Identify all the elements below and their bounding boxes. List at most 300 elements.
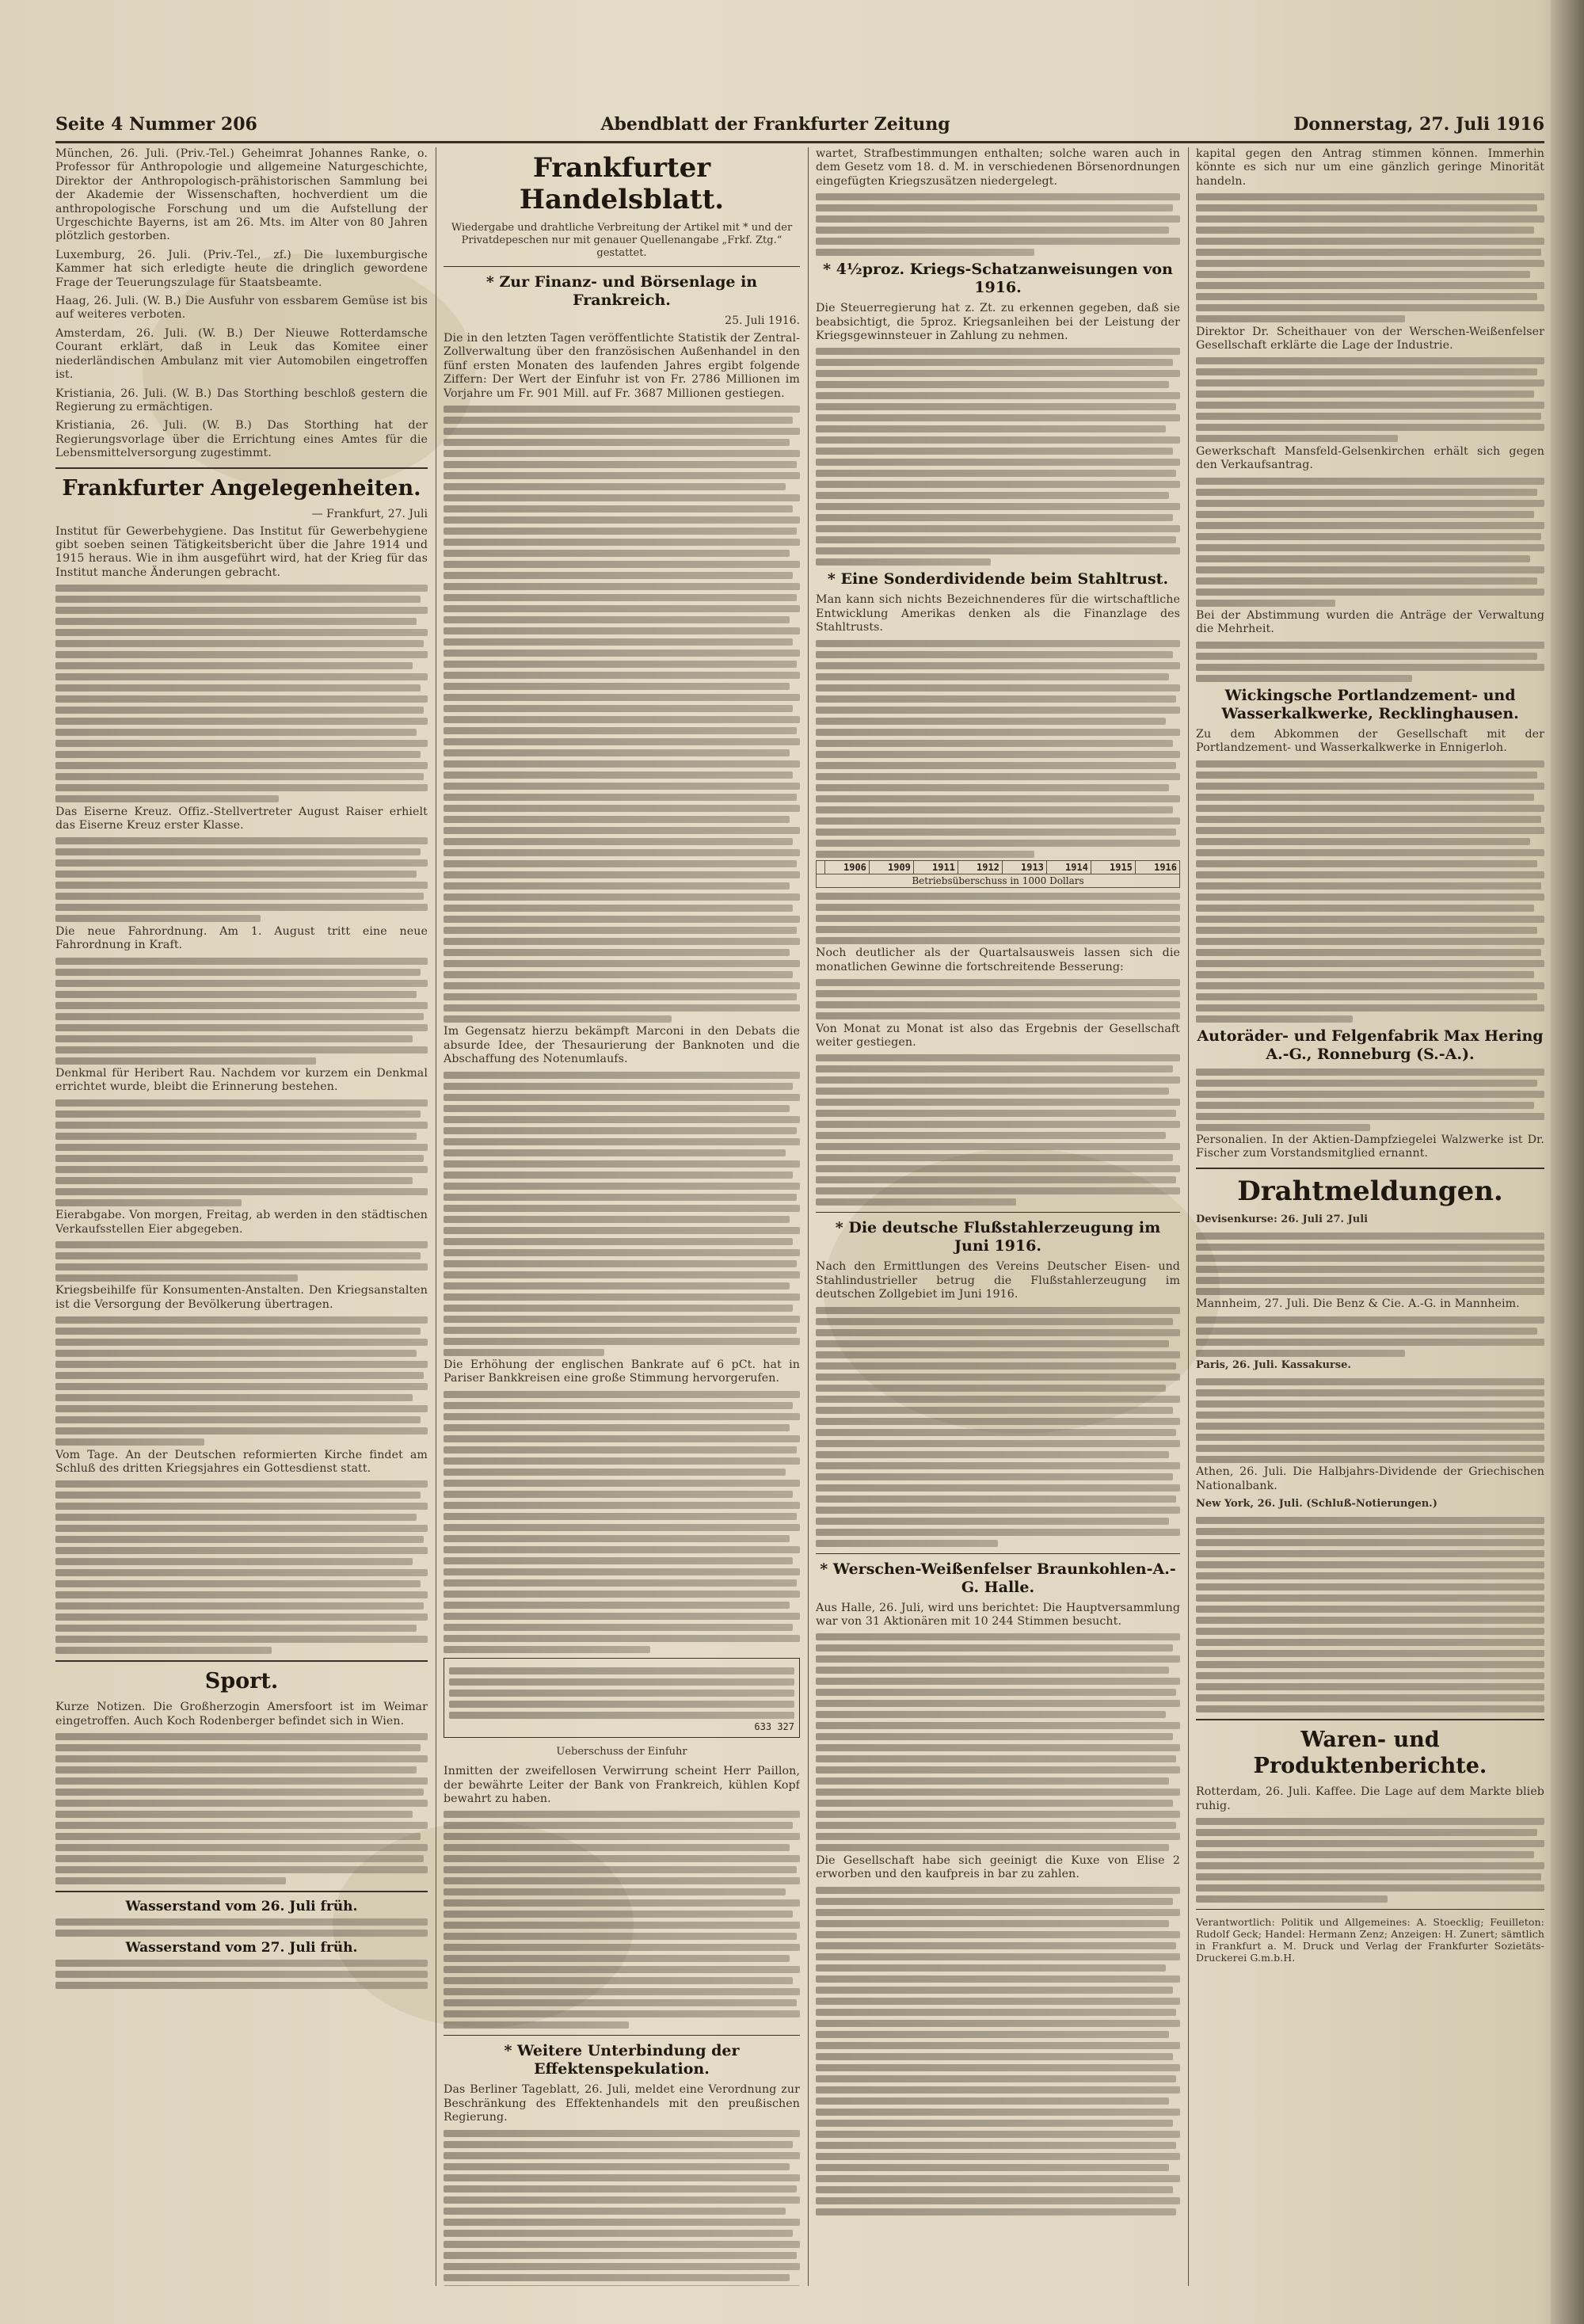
text-line [816, 1318, 1173, 1325]
text-line [1196, 1606, 1544, 1613]
text-line [444, 760, 800, 768]
column-divider [808, 147, 809, 2286]
text-line [1196, 816, 1541, 823]
text-line [1196, 938, 1544, 945]
text-line [55, 673, 428, 680]
text-line [1196, 1884, 1544, 1892]
text-line [816, 1898, 1173, 1905]
text-line [55, 1613, 428, 1621]
text-line [444, 1602, 790, 1609]
text-line [444, 472, 800, 479]
text-line [816, 1198, 1016, 1206]
text-line [444, 1305, 793, 1312]
text-line [816, 1484, 1180, 1492]
section-rule [1196, 1719, 1544, 1720]
text-line [816, 2175, 1180, 2182]
text-line [816, 1373, 1180, 1381]
text-line [816, 2186, 1173, 2193]
text-line [444, 2163, 790, 2170]
text-line [1196, 653, 1537, 660]
text-line [444, 1977, 793, 1984]
text-line [1196, 413, 1541, 420]
text-line [444, 816, 790, 823]
text-line [444, 1855, 800, 1862]
text-line [1196, 315, 1405, 322]
text-line [444, 1402, 793, 1409]
text-line [816, 806, 1173, 813]
text-line [444, 627, 800, 634]
text-line [55, 651, 428, 658]
text-line [55, 837, 428, 844]
text-line [55, 751, 421, 758]
text-line [816, 215, 1180, 223]
article-text: Mannheim, 27. Juli. Die Benz & Cie. A.-G. in Mannheim. [1196, 1297, 1520, 1311]
text-line [55, 1274, 298, 1282]
text-line [55, 1755, 428, 1762]
text-line [444, 705, 793, 712]
text-line [1196, 555, 1530, 562]
article-text: Bei der Abstimmung wurden die Anträge der Verwaltung die Mehrheit. [1196, 609, 1544, 636]
text-line [444, 1988, 800, 1995]
text-line [55, 629, 428, 636]
article-text: Zu dem Abkommen der Gesellschaft mit der Portlandzement- und Wasserkalkwerke in Ennigerloh. [1196, 727, 1544, 755]
text-line [444, 650, 800, 657]
text-line [1196, 1694, 1544, 1701]
text-line [1196, 1617, 1544, 1624]
article-text: Haag, 26. Juli. (W. B.) Die Ausfuhr von essbarem Gemüse ist bis auf weiteres verboten. [55, 295, 428, 322]
text-line [444, 1094, 800, 1101]
text-line [816, 2097, 1169, 2105]
text-line [1196, 1389, 1544, 1396]
text-line [816, 1076, 1180, 1084]
text-line [444, 1435, 800, 1442]
page-binding-edge [1551, 0, 1584, 2324]
article-text: Man kann sich nichts Bezeichnenderes für die wirtschaftliche Entwicklung Amerikas denken als die Finanzlage des Stahltrusts. [816, 593, 1180, 634]
text-line [444, 683, 790, 690]
text-line [816, 1418, 1180, 1425]
text-line [816, 684, 1180, 691]
text-line [1196, 271, 1530, 278]
text-line [816, 514, 1173, 521]
text-line [1196, 282, 1544, 289]
table-caption: Betriebsüberschuss in 1000 Dollars [817, 874, 1180, 888]
text-line [816, 1143, 1180, 1150]
section-title-drahtmeldungen: Drahtmeldungen. [1237, 1175, 1503, 1207]
text-line [444, 1238, 793, 1245]
text-line [816, 1678, 1180, 1685]
text-line [55, 1155, 424, 1162]
article-text: Personalien. In der Aktien-Dampfziegelei Walzwerke ist Dr. Fischer zum Vorstandsmitglied ernannt. [1196, 1133, 1544, 1160]
imprint: Verantwortlich: Politik und Allgemeines: A. Stoecklig; Feuilleton: Rudolf Geck; Handel: Hermann Zenz; Anzeigen: H. Zunert; sämtlich in Frankfurt a. M. Druck und Verlag der Frankfurter Sozietäts-Druckerei G.m.b.H. [1196, 1916, 1544, 1964]
text-line [1196, 771, 1537, 779]
text-line [444, 505, 793, 512]
text-line [816, 1766, 1180, 1773]
text-line [444, 1349, 604, 1356]
text-line [55, 640, 424, 647]
text-line [444, 971, 793, 978]
text-line [444, 1591, 800, 1598]
text-line [816, 1887, 1180, 1894]
text-line [55, 1188, 428, 1195]
article-text: München, 26. Juli. (Priv.-Tel.) Geheimrat Johannes Ranke, o. Professor für Anthropologie und allgemeine Naturgeschichte, Direktor der Anthropologisch-prähistorischen Sammlung bei der Akademie der Wissenschaften, hochverdient um die anthropologische Forschung und um die Aufstellung der Urgeschichte Bayerns, ist am 26. Mts. im Alter von 80 Jahren plötzlich gestorben. [55, 147, 428, 243]
stahltrust-year-table [816, 860, 1180, 888]
text-line [55, 1427, 428, 1434]
text-line [1196, 1572, 1544, 1579]
article-text: wartet, Strafbestimmungen enthalten; solche waren auch in dem Gesetz vom 18. d. M. in verschiedenen Börsenordnungen eingefügten Kriegszusätzen niedergelegt. [816, 147, 1180, 188]
text-line [444, 1822, 793, 1829]
text-line [444, 2174, 800, 2181]
text-line [1196, 533, 1541, 540]
text-line [444, 1424, 790, 1431]
article-headline: * Werschen-Weißenfelser Braunkohlen-A.-G. Halle. [820, 1560, 1176, 1596]
text-line [444, 1579, 797, 1587]
text-line [1196, 589, 1544, 596]
text-line [55, 1177, 413, 1184]
article-text: Kurze Notizen. Die Großherzogin Amersfoort ist im Weimar eingetroffen. Auch Koch Rodenberger befindet sich in Wien. [55, 1701, 428, 1728]
text-line [55, 1416, 421, 1423]
masthead-center: Abendblatt der Frankfurter Zeitung [600, 114, 950, 135]
text-line [444, 1944, 800, 1951]
water-level-heading: Wasserstand vom 27. Juli früh. [125, 1940, 358, 1956]
text-line [816, 1154, 1173, 1161]
text-line [816, 492, 1169, 499]
text-line [444, 1413, 800, 1420]
text-line [444, 1391, 800, 1398]
section-rule [55, 467, 428, 469]
text-line [816, 1385, 1166, 1392]
article-text: Kriegsbeihilfe für Konsumenten-Anstalten. Den Kriegsanstalten ist die Versorgung der Bevölkerung übertragen. [55, 1284, 428, 1311]
text-line [816, 1833, 1180, 1840]
text-line [1196, 960, 1544, 967]
text-line [816, 1065, 1173, 1072]
text-line [1196, 424, 1544, 431]
text-line [816, 448, 1173, 455]
text-line [1196, 893, 1544, 901]
text-line [444, 1513, 797, 1520]
text-line [444, 1015, 672, 1023]
text-line [1196, 760, 1544, 768]
text-line [816, 651, 1173, 658]
text-line [816, 1407, 1173, 1414]
text-line [816, 1507, 1180, 1514]
text-line [1196, 1873, 1541, 1880]
text-line [444, 1624, 793, 1631]
text-line [1196, 949, 1541, 956]
text-line [816, 784, 1169, 791]
text-line [444, 2152, 800, 2159]
text-line [816, 2009, 1176, 2016]
text-line [1196, 1539, 1544, 1546]
text-line [444, 539, 800, 546]
text-line [444, 1271, 800, 1278]
reprint-note: Wiedergabe und drahtliche Verbreitung der Artikel mit * und der Privatdepeschen nur mit genauer Quellenangabe „Frkf. Ztg.“ gestattet. [451, 222, 793, 259]
text-line [444, 1105, 790, 1112]
text-line [55, 1492, 421, 1499]
text-line [1196, 1004, 1544, 1012]
article-text: Direktor Dr. Scheithauer von der Werschen-Weißenfelser Gesellschaft erklärte die Lage der Industrie. [1196, 325, 1544, 352]
text-line [55, 915, 261, 922]
text-line [444, 1293, 800, 1301]
text-line [444, 1546, 800, 1553]
text-line [55, 893, 424, 900]
article-text: Die Gesellschaft habe sich geeinigt die Kuxe von Elise 2 erworben und den kaufpreis in bar zu zahlen. [816, 1853, 1180, 1881]
text-line [55, 795, 279, 802]
text-line [1196, 1244, 1544, 1251]
article-headline: * Die deutsche Flußstahlerzeugung im Juni 1916. [835, 1219, 1161, 1255]
text-line [444, 1877, 800, 1884]
text-line [444, 1127, 797, 1134]
text-line [1196, 971, 1534, 978]
text-line [444, 2219, 800, 2226]
text-line [1196, 391, 1534, 398]
text-line [1196, 435, 1398, 442]
text-line [1196, 577, 1537, 585]
article-text: Luxemburg, 26. Juli. (Priv.-Tel., zf.) Die luxemburgische Kammer hat sich erledigte heute die dringlich gewordene Frage der Teuerungszulage für Staatsbeamte. [55, 248, 428, 289]
text-line [444, 871, 800, 878]
text-line [1196, 1456, 1544, 1463]
text-line [444, 1138, 800, 1145]
section-rule [816, 1212, 1180, 1213]
text-line [444, 1160, 800, 1168]
text-line [1196, 1705, 1544, 1713]
text-line [444, 2230, 793, 2237]
text-line [444, 1457, 800, 1465]
text-line [816, 915, 1180, 922]
article-headline: * Weitere Unterbindung der Effektenspekulation. [504, 2042, 740, 2078]
text-line [1196, 1517, 1544, 1524]
text-line [444, 1502, 800, 1509]
text-line [444, 1469, 786, 1476]
text-line [55, 1046, 428, 1053]
text-line [816, 536, 1176, 543]
text-line [444, 1216, 790, 1223]
text-line [816, 2153, 1180, 2160]
text-line [444, 1833, 800, 1840]
text-line [444, 1999, 797, 2006]
text-line [55, 762, 428, 769]
text-line [55, 1536, 424, 1543]
text-line [55, 1960, 428, 1967]
article-text: Das Berliner Tageblatt, 26. Juli, meldet eine Verordnung zur Beschränkung des Effektenhandels mit den preußischen Regierung. [444, 2083, 800, 2124]
text-line [444, 916, 800, 923]
text-line [1196, 522, 1544, 529]
text-line [444, 439, 790, 446]
text-line [55, 784, 428, 791]
column-2 [444, 147, 800, 2286]
text-line [444, 1922, 800, 1929]
text-line [444, 583, 800, 590]
text-line [444, 2130, 800, 2137]
text-line [1196, 1661, 1544, 1668]
text-line [816, 1351, 1180, 1358]
article-headline: Wickingsche Portlandzement- und Wasserkalkwerke, Recklinghausen. [1221, 686, 1519, 722]
text-line [55, 596, 421, 603]
text-line [444, 417, 793, 424]
article-text: Denkmal für Heribert Rau. Nachdem vor kurzem ein Denkmal errichtet wurde, bleibt die Erinnerung bestehen. [55, 1066, 428, 1094]
text-line [816, 1667, 1169, 1674]
text-line [1196, 1255, 1544, 1262]
text-line [444, 2285, 800, 2286]
text-line [1196, 293, 1537, 300]
article-text: Von Monat zu Monat ist also das Ergebnis der Gesellschaft weiter gestiegen. [816, 1022, 1180, 1050]
text-line [1196, 1550, 1544, 1557]
text-line [1196, 1102, 1534, 1109]
text-line [444, 2241, 800, 2248]
text-line [1196, 1639, 1544, 1646]
text-line [444, 882, 790, 890]
text-line [1196, 1895, 1388, 1903]
text-line [816, 1800, 1173, 1807]
text-line [816, 1340, 1169, 1347]
text-line [1196, 927, 1537, 934]
text-line [444, 1899, 800, 1907]
text-line [55, 1122, 428, 1129]
text-line [55, 1580, 421, 1587]
text-line [55, 1035, 413, 1042]
text-line [444, 771, 793, 779]
text-line [1196, 368, 1537, 375]
text-line [444, 1888, 786, 1895]
text-line [444, 594, 797, 601]
text-line [55, 1099, 428, 1107]
text-line [444, 860, 797, 867]
text-line [1196, 1818, 1544, 1825]
text-line [816, 1844, 1169, 1851]
table-header-cell: 1912 [958, 861, 1002, 874]
text-line [444, 1194, 797, 1201]
text-line [1196, 993, 1537, 1000]
text-line [444, 738, 800, 745]
text-line [816, 381, 1169, 388]
text-line [55, 1263, 428, 1271]
text-line [55, 1133, 417, 1140]
text-line [816, 227, 1169, 234]
text-line [444, 783, 800, 790]
text-line [449, 1690, 794, 1697]
text-line [55, 684, 421, 691]
text-line [1196, 260, 1544, 267]
text-line [444, 1205, 800, 1212]
text-line [55, 1744, 421, 1751]
text-line [55, 1982, 428, 1989]
article-text: Die Erhöhung der englischen Bankrate auf 6 pCt. hat in Pariser Bankkreisen eine große Stimmung hervorgerufen. [444, 1358, 800, 1385]
text-line [444, 661, 797, 668]
text-line [816, 1099, 1180, 1106]
text-line [816, 795, 1180, 802]
section-title-sport: Sport. [204, 1669, 279, 1694]
table-header-cell: 1909 [869, 861, 913, 874]
text-line [1196, 1445, 1544, 1452]
column-1 [55, 147, 428, 2286]
table-header-row [817, 861, 1180, 874]
text-line [444, 1072, 800, 1079]
section-rule [816, 1553, 1180, 1554]
text-line [1196, 675, 1412, 682]
text-line [55, 1503, 428, 1510]
text-line [1196, 1840, 1544, 1847]
table-caption: Ueberschuss der Einfuhr [556, 1746, 687, 1758]
text-line [55, 1733, 428, 1740]
text-line [55, 1877, 286, 1884]
text-line [55, 1002, 428, 1009]
text-line [444, 982, 800, 989]
text-line [1196, 805, 1544, 812]
text-line [1196, 905, 1534, 912]
column-4 [1196, 147, 1544, 2286]
text-line [444, 1844, 790, 1851]
text-line [55, 695, 428, 703]
text-line [55, 585, 428, 592]
text-line [1196, 1113, 1544, 1120]
text-line [444, 550, 790, 557]
article-text: Rotterdam, 26. Juli. Kaffee. Die Lage auf dem Markte blieb ruhig. [1196, 1785, 1544, 1812]
text-line [816, 414, 1180, 421]
text-line [816, 2042, 1180, 2049]
table-caption: Paris, 26. Juli. Kassakurse. [1196, 1359, 1351, 1372]
text-line [816, 1088, 1169, 1095]
text-line [444, 1116, 800, 1123]
text-line [816, 1987, 1173, 1994]
section-rule [444, 2035, 800, 2036]
text-line [55, 1013, 424, 1020]
text-line [55, 969, 421, 976]
text-line [1196, 215, 1544, 223]
text-line [816, 926, 1180, 933]
text-line [444, 638, 793, 646]
text-line [444, 572, 793, 579]
text-line [816, 470, 1176, 477]
text-line [816, 359, 1173, 366]
text-line [816, 249, 1034, 256]
text-line [55, 991, 417, 998]
text-line [55, 859, 428, 867]
text-line [1196, 566, 1544, 573]
text-line [1196, 249, 1541, 256]
article-text: Kristiania, 26. Juli. (W. B.) Das Storthing hat der Regierungsvorlage über die Errichtung eines Amtes für die Lebensmittelversorgung zugestimmt. [55, 419, 428, 460]
text-line [1196, 1232, 1544, 1240]
masthead-rule [55, 141, 1544, 143]
text-line [55, 1316, 428, 1324]
section-title: Frankfurter Angelegenheiten. [62, 475, 421, 501]
text-line [55, 1383, 428, 1390]
text-line [816, 1644, 1173, 1652]
text-line [816, 2109, 1180, 2116]
text-line [816, 979, 1180, 986]
article-text: Eierabgabe. Von morgen, Freitag, ab werden in den städtischen Verkaufsstellen Eier abgegeben. [55, 1209, 428, 1236]
water-level-heading: Wasserstand vom 26. Juli früh. [125, 1899, 358, 1915]
text-line [816, 348, 1180, 355]
text-line [55, 848, 421, 855]
text-line [55, 1971, 428, 1978]
text-line [816, 1931, 1180, 1938]
text-line [1196, 916, 1544, 923]
text-line [816, 1440, 1180, 1447]
text-line [444, 561, 800, 568]
article-text: Das Eiserne Kreuz. Offiz.-Stellvertreter August Raiser erhielt das Eiserne Kreuz erster Klasse. [55, 805, 428, 832]
text-line [55, 1350, 417, 1357]
text-line [55, 1024, 428, 1031]
text-line [816, 1187, 1180, 1194]
article-text: Gewerkschaft Mansfeld-Gelsenkirchen erhält sich gegen den Verkaufsantrag. [1196, 444, 1544, 472]
text-line [816, 1964, 1166, 1972]
text-line [816, 740, 1173, 747]
text-line [1196, 1378, 1544, 1385]
article-headline: Autoräder- und Felgenfabrik Max Hering A.-G., Ronneburg (S.-A.). [1197, 1027, 1544, 1063]
text-line [444, 1535, 790, 1542]
text-line [55, 1394, 413, 1401]
text-line [1196, 1080, 1537, 1087]
text-line [1196, 982, 1544, 989]
